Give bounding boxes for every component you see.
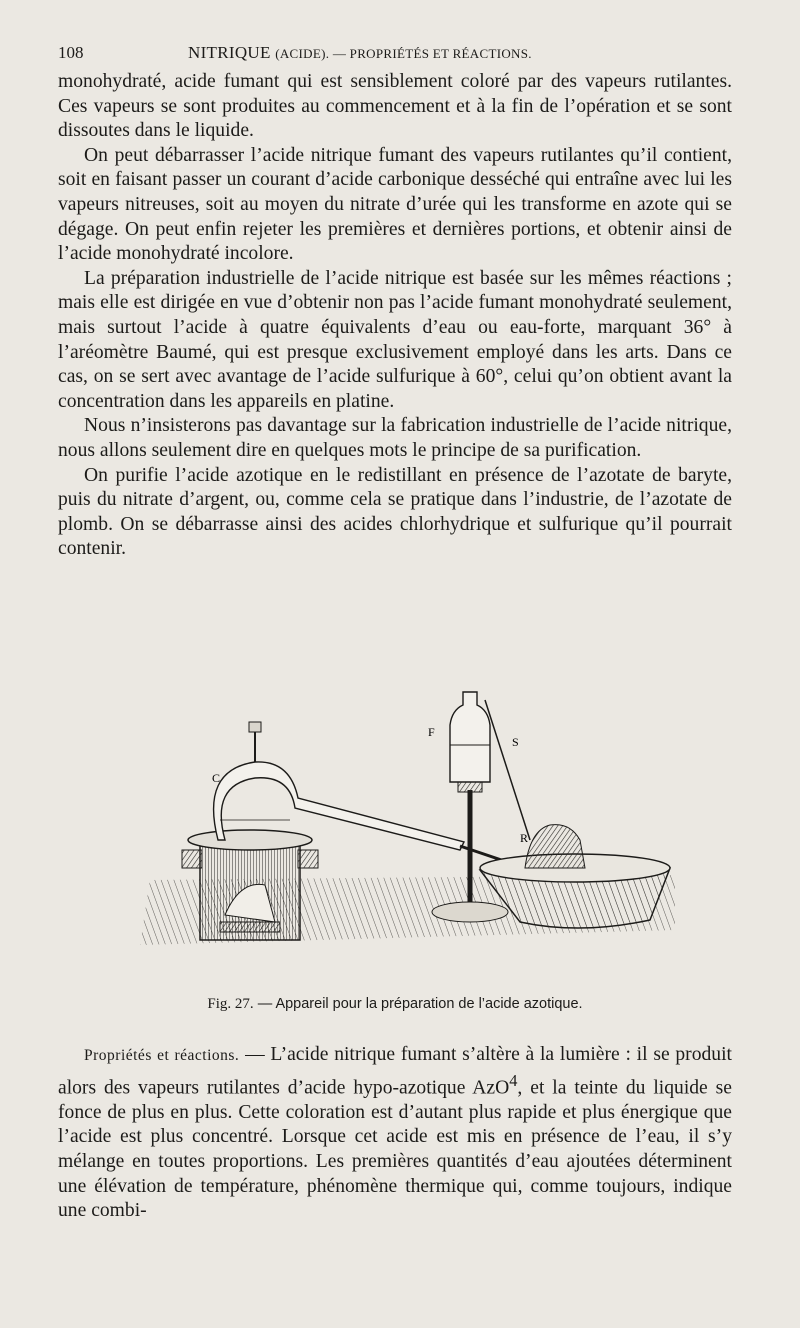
running-title-paren: (ACIDE).: [275, 46, 330, 61]
paragraph-1: monohydraté, acide fumant qui est sensiblement coloré par des vapeurs rutilantes. Ces vapeurs se sont produites au commencement et à la fin de l’opération et se sont dissoutes dans le liquide.: [58, 71, 732, 142]
paragraph-2: On peut débarrasser l’acide nitrique fumant des vapeurs rutilantes qu’il contient, soit en faisant passer un courant d’acide carbonique desséché qui entraîne avec lui les vapeurs nitreuses, soit au moyen du nitrate d’urée qui les transforme en azote qui se dégage. On peut enfin rejeter les premières et dernières portions, et obtenir ainsi de l’acide monohydraté incolore.: [58, 144, 732, 265]
body-text-bottom: [58, 1043, 732, 1224]
running-title-main: NITRIQUE: [188, 43, 271, 62]
page-number: 108: [58, 43, 84, 62]
body-text-top: [58, 70, 732, 562]
running-title: [188, 40, 532, 67]
running-title-rest: — PROPRIÉTÉS ET RÉACTIONS.: [329, 46, 532, 61]
paragraph-6-superscript: 4: [509, 1070, 518, 1090]
section-heading-proprietes: Propriétés et réactions.: [84, 1047, 240, 1064]
paragraph-6-part-2: , et la teinte du liquide se fonce de plus en plus. Cette coloration est d’autant plus rapide et plus énergique que l’acide est plus concentré. Lorsque cet acide est mis en présence de l’eau, il s’y mélange en toutes proportions. Les premières quantités d’eau ajoutées déterminent une élévation de température, phénomène thermique qui, comme toujours, indique une combi-: [58, 1077, 732, 1222]
label-r: R: [520, 831, 529, 845]
paragraph-6: [58, 1043, 732, 1224]
apparatus-engraving: [130, 690, 690, 960]
paragraph-5: On purifie l’acide azotique en le redistillant en présence de l’azotate de baryte, puis du nitrate d’argent, ou, comme cela se pratique dans l’industrie, de l’azotate de plomb. On se débarrasse ainsi des acides chlorhydrique et sulfurique qu’il pourrait contenir.: [58, 464, 732, 560]
furnace: [182, 830, 318, 940]
figure-caption-text: — Appareil pour la préparation de l’acide azotique.: [253, 996, 583, 1012]
label-s: S: [512, 735, 519, 749]
paragraph-4: Nous n’insisterons pas davantage sur la fabrication industrielle de l’acide nitrique, nous allons seulement dire en quelques mots le principe de sa purification.: [58, 415, 732, 461]
page-header: [58, 40, 738, 66]
figure-caption-label: Fig. 27.: [207, 996, 254, 1012]
figure-caption: [58, 994, 732, 1014]
figure-apparatus-illustration: [130, 690, 690, 960]
label-f: F: [428, 725, 435, 739]
paragraph-3: La préparation industrielle de l’acide nitrique est basée sur les mêmes réactions ; mais elle est dirigée en vue d’obtenir non pas l’acide fumant monohydraté seulement, mais surtout l’acide à quatre équivalents d’eau ou eau-forte, marquant 36° à l’aréomètre Baumé, qui est presque exclusivement employé dans les arts. Dans ce cas, on se sert avec avantage de l’acide sulfurique à 60°, celui qu’on obtient avant la concentration dans les appareils en platine.: [58, 267, 732, 412]
label-c: C: [212, 771, 221, 785]
paragraph-6-part-1: — L’acide nitrique fumant s’altère à la lumière : il se produit alors des vapeurs rutilantes d’acide hypo-azotique AzO: [58, 1044, 732, 1099]
